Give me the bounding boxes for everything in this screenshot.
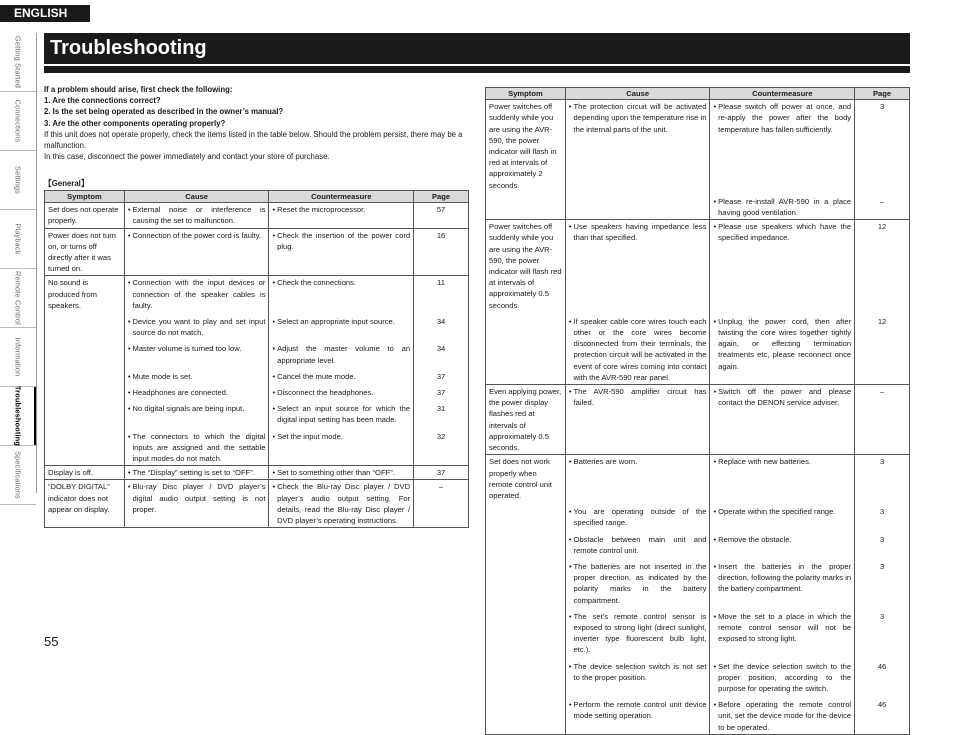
- intro-check: 3. Are the other components operating properly?: [44, 118, 226, 128]
- page-cell: [855, 100, 910, 192]
- page-cell-text: 32: [436, 431, 446, 441]
- cause-cell: [565, 220, 710, 312]
- page-title: Troubleshooting: [50, 37, 207, 59]
- cause-cell-text: • Connection with the input devices or connection of the speaker cables is faulty.: [132, 278, 266, 310]
- page-cell-text: 31: [436, 404, 446, 414]
- side-tab-connections[interactable]: [0, 92, 36, 151]
- table-row: [45, 383, 469, 399]
- side-tab-label: Getting Started: [13, 35, 23, 89]
- countermeasure-cell-text: • Move the set to a place in which the remote control sensor will not be exposed to strong light.: [718, 611, 852, 644]
- symptom-cell: [45, 399, 125, 426]
- symptom-cell: [45, 383, 125, 399]
- symptom-cell-text: No sound is produced from speakers.: [48, 278, 97, 310]
- countermeasure-cell: [269, 399, 414, 426]
- countermeasure-cell: [710, 557, 855, 607]
- table-row: [45, 312, 469, 339]
- countermeasure-cell: [269, 427, 414, 466]
- side-tab-remote-control[interactable]: [0, 269, 36, 328]
- symptom-cell: [45, 228, 125, 276]
- countermeasure-cell-text: • Disconnect the headphones.: [277, 388, 374, 398]
- table-row: [486, 385, 910, 455]
- troubleshooting-table-right: [485, 87, 910, 735]
- cause-cell-text: • Connection of the power cord is faulty.: [132, 230, 262, 240]
- countermeasure-cell-text: • Please re-install AVR-590 in a place having good ventilation.: [718, 196, 852, 218]
- cause-cell: [124, 312, 269, 339]
- table-row: [486, 657, 910, 696]
- side-tab-playback[interactable]: [0, 210, 36, 269]
- page-cell-text: 12: [877, 316, 887, 326]
- cause-cell: [124, 203, 269, 228]
- cause-cell: [124, 399, 269, 426]
- countermeasure-cell: [710, 220, 855, 312]
- symptom-cell: [45, 427, 125, 466]
- page-cell: [414, 276, 469, 312]
- cause-cell: [565, 100, 710, 192]
- page-cell: [414, 383, 469, 399]
- page-cell-text: –: [879, 387, 885, 397]
- countermeasure-cell: [269, 339, 414, 366]
- page-cell-text: 12: [877, 222, 887, 232]
- cause-cell: [565, 607, 710, 657]
- header-symptom: Symptom: [45, 191, 125, 203]
- countermeasure-cell-text: • Select an input source for which the digital input setting has been made.: [277, 404, 411, 425]
- table-row: [486, 455, 910, 502]
- page-cell: [414, 312, 469, 339]
- title-bar: [44, 33, 910, 64]
- cause-cell: [565, 530, 710, 557]
- intro-block: [44, 84, 470, 162]
- symptom-cell-text: Set does not work properly when remote control unit operated.: [489, 457, 552, 500]
- page-cell: [414, 427, 469, 466]
- countermeasure-cell: [710, 695, 855, 734]
- table-header-row: [486, 88, 910, 100]
- countermeasure-cell: [710, 100, 855, 192]
- symptom-cell: [486, 530, 566, 557]
- cause-cell-text: • The batteries are not inserted in the proper direction, as indicated by the polarity marks in the battery compartment.: [573, 561, 707, 605]
- page-cell-text: 3: [879, 561, 885, 571]
- side-tab-label: Connections: [13, 99, 23, 143]
- title-underline: [44, 66, 910, 73]
- header-countermeasure: Countermeasure: [710, 88, 855, 100]
- page-cell-text: 46: [877, 700, 887, 710]
- countermeasure-cell-text: • Please switch off power at once, and re-apply the power after the body temperature has fallen sufficiently.: [718, 102, 852, 134]
- cause-cell: [124, 276, 269, 312]
- header-cause: Cause: [124, 191, 269, 203]
- table-row: [486, 695, 910, 734]
- cause-cell-text: • No digital signals are being input.: [132, 404, 245, 414]
- page-cell-text: 16: [436, 230, 446, 240]
- cause-cell-text: • The set’s remote control sensor is exposed to strong light (direct sunlight, inverter type fluorescent bulb light, etc.).: [573, 611, 707, 655]
- page-cell: [414, 466, 469, 480]
- page-cell: [855, 502, 910, 529]
- side-tab-label: Settings: [13, 166, 23, 194]
- countermeasure-cell-text: • Check the Blu-ray Disc player / DVD player’s audio output setting. For details, read the Blu-ray Disc player / DVD player’s operating instructions.: [277, 482, 411, 526]
- countermeasure-cell: [269, 383, 414, 399]
- cause-cell-text: • Perform the remote control unit device mode setting operation.: [573, 700, 707, 721]
- page-cell-text: 37: [436, 371, 446, 381]
- symptom-cell-text: Even applying power, the power display flashes red at intervals of approximately 0.5 seconds.: [489, 387, 562, 453]
- cause-cell: [124, 383, 269, 399]
- countermeasure-cell: [710, 502, 855, 529]
- countermeasure-cell-text: • Set to something other than “OFF”.: [277, 468, 395, 478]
- intro-check: 2. Is the set being operated as described in the owner’s manual?: [44, 107, 284, 117]
- page-cell-text: 3: [879, 457, 885, 467]
- countermeasure-cell-text: • Please use speakers which have the specified impedance.: [718, 222, 852, 243]
- language-label: ENGLISH: [0, 5, 90, 22]
- header-symptom: Symptom: [486, 88, 566, 100]
- table-row: [486, 530, 910, 557]
- symptom-cell: [486, 455, 566, 502]
- cause-cell: [124, 228, 269, 276]
- countermeasure-cell: [269, 480, 414, 528]
- symptom-cell-text: Power switches off suddenly while you are using the AVR-590, the power indicator will flash in red at intervals of approximately 2 seconds.: [489, 102, 557, 190]
- page-cell: [414, 480, 469, 528]
- symptom-cell: [45, 276, 125, 312]
- countermeasure-cell-text: • Cancel the mute mode.: [277, 371, 356, 381]
- page-cell: [855, 695, 910, 734]
- intro-lead: If a problem should arise, first check the following:: [44, 85, 233, 94]
- side-tab-label: Remote Control: [13, 271, 23, 325]
- cause-cell: [565, 455, 710, 502]
- page-cell-text: –: [879, 196, 885, 206]
- cause-cell-text: • Batteries are worn.: [573, 457, 638, 467]
- side-divider: [36, 33, 37, 493]
- table-row: [45, 427, 469, 466]
- countermeasure-cell: [269, 203, 414, 228]
- table-row: [45, 367, 469, 383]
- symptom-cell: [486, 220, 566, 312]
- table-row: [486, 502, 910, 529]
- cause-cell-text: • You are operating outside of the specified range.: [573, 507, 707, 528]
- cause-cell-text: • Master volume is turned too low.: [132, 344, 242, 354]
- countermeasure-cell: [710, 312, 855, 385]
- symptom-cell: [486, 695, 566, 734]
- side-tab-label: Troubleshooting: [13, 385, 23, 447]
- table-row: [486, 312, 910, 385]
- countermeasure-cell: [710, 530, 855, 557]
- cause-cell-text: • The “Display” setting is set to “OFF”.: [132, 468, 255, 478]
- table-row: [45, 276, 469, 312]
- page-cell-text: 3: [879, 102, 885, 112]
- symptom-cell-text: Power switches off suddenly while you are using the AVR-590, the power indicator will flash red at intervals of approximately 0.5 seconds.: [489, 222, 562, 310]
- symptom-cell: [45, 203, 125, 228]
- countermeasure-cell: [269, 367, 414, 383]
- page-cell-text: 11: [437, 278, 445, 288]
- header-countermeasure: Countermeasure: [269, 191, 414, 203]
- header-page: Page: [414, 191, 469, 203]
- cause-cell: [124, 339, 269, 366]
- page-cell-text: 57: [436, 205, 446, 215]
- page-cell: [414, 203, 469, 228]
- header-cause: Cause: [565, 88, 710, 100]
- symptom-cell: [486, 100, 566, 192]
- symptom-cell: [486, 607, 566, 657]
- page-cell-text: 34: [436, 344, 446, 354]
- side-tab-getting-started[interactable]: [0, 33, 36, 92]
- countermeasure-cell-text: • Select an appropriate input source.: [277, 317, 395, 327]
- countermeasure-cell: [269, 228, 414, 276]
- countermeasure-cell-text: • Reset the microprocessor.: [277, 205, 366, 215]
- side-tab-information[interactable]: [0, 328, 36, 387]
- countermeasure-cell: [710, 607, 855, 657]
- countermeasure-cell: [710, 385, 855, 455]
- page-cell-text: 34: [436, 317, 446, 327]
- symptom-cell-text: Power does not turn on, or turns off directly after it was turned on.: [48, 230, 116, 274]
- cause-cell-text: • The protection circuit will be activated depending upon the temperature rise in the internal parts of the unit.: [573, 102, 707, 134]
- countermeasure-cell-text: • Operate within the specified range.: [718, 507, 836, 517]
- countermeasure-cell: [269, 276, 414, 312]
- table-row: [486, 557, 910, 607]
- cause-cell-text: • The device selection switch is not set to the proper position.: [573, 661, 707, 682]
- cause-cell: [124, 466, 269, 480]
- countermeasure-cell: [269, 312, 414, 339]
- table-row: [486, 192, 910, 220]
- troubleshooting-table-left: [44, 190, 469, 528]
- cause-cell: [565, 502, 710, 529]
- cause-cell-text: • Use speakers having impedance less than that specified.: [573, 222, 707, 243]
- page-cell-text: 37: [436, 388, 446, 398]
- countermeasure-cell-text: • Check the connections.: [277, 278, 357, 288]
- cause-cell-text: • Obstacle between main unit and remote control unit.: [573, 534, 707, 555]
- countermeasure-cell-text: • Check the insertion of the power cord plug.: [277, 230, 411, 251]
- table-header-row: [45, 191, 469, 203]
- symptom-cell: [45, 367, 125, 383]
- page-cell: [855, 557, 910, 607]
- countermeasure-cell-text: • Insert the batteries in the proper direction, following the polarity marks in the battery compartment.: [718, 561, 852, 594]
- countermeasure-cell-text: • Remove the obstacle.: [718, 534, 792, 544]
- cause-cell: [565, 312, 710, 385]
- page-cell: [855, 607, 910, 657]
- cause-cell-text: • Headphones are connected.: [132, 388, 228, 398]
- page-cell-text: –: [438, 482, 444, 492]
- page-cell: [414, 367, 469, 383]
- cause-cell: [124, 427, 269, 466]
- page-cell-text: 3: [879, 611, 885, 621]
- table-row: [45, 480, 469, 528]
- cause-cell-text: • Blu-ray Disc player / DVD player’s digital audio output setting is not proper.: [132, 482, 266, 514]
- symptom-cell-text: Set does not operate properly.: [48, 205, 119, 226]
- table-row: [45, 466, 469, 480]
- countermeasure-cell: [710, 657, 855, 696]
- table-row: [486, 220, 910, 312]
- cause-cell-text: • The AVR-590 amplifier circuit has failed.: [573, 387, 707, 408]
- cause-cell-text: • Mute mode is set.: [132, 371, 193, 381]
- countermeasure-cell-text: • Unplug the power cord, then after twisting the core wires together tightly again, or effecting termination treatments etc, please reconnect once again.: [718, 316, 852, 371]
- table-row: [486, 607, 910, 657]
- page-cell: [855, 220, 910, 312]
- side-tab-label: Information: [13, 337, 23, 377]
- page-cell-text: 3: [879, 534, 885, 544]
- page-cell-text: 3: [879, 507, 885, 517]
- countermeasure-cell: [710, 455, 855, 502]
- symptom-cell-text: “DOLBY DIGITAL” indicator does not appear on display.: [48, 482, 110, 514]
- countermeasure-cell: [710, 192, 855, 220]
- table-row: [45, 228, 469, 276]
- symptom-cell: [45, 339, 125, 366]
- symptom-cell-text: Display is off.: [48, 468, 94, 478]
- cause-cell: [565, 192, 710, 220]
- cause-cell: [565, 385, 710, 455]
- page-number: 55: [44, 634, 59, 649]
- countermeasure-cell-text: • Replace with new batteries.: [718, 457, 812, 467]
- page-cell: [855, 455, 910, 502]
- countermeasure-cell-text: • Adjust the master volume to an appropriate level.: [277, 344, 411, 365]
- table-row: [45, 339, 469, 366]
- page-cell: [855, 192, 910, 220]
- side-tab-troubleshooting[interactable]: [0, 387, 36, 446]
- page-cell-text: 46: [877, 661, 887, 671]
- page-cell: [855, 385, 910, 455]
- table-row: [45, 399, 469, 426]
- cause-cell: [565, 557, 710, 607]
- countermeasure-cell-text: • Set the device selection switch to the proper position, according to the purpose for operating the switch.: [718, 661, 852, 693]
- intro-check: 1. Are the connections correct?: [44, 96, 161, 106]
- cause-cell: [565, 657, 710, 696]
- cause-cell-text: • External noise or interference is causing the set to malfunction.: [132, 205, 266, 226]
- symptom-cell: [45, 466, 125, 480]
- side-tab-settings[interactable]: [0, 151, 36, 210]
- symptom-cell: [45, 312, 125, 339]
- section-label: 【General】: [44, 179, 89, 188]
- countermeasure-cell-text: • Switch off the power and please contact the DENON service adviser.: [718, 387, 852, 408]
- page-cell: [855, 312, 910, 385]
- cause-cell: [124, 480, 269, 528]
- header-page: Page: [855, 88, 910, 100]
- symptom-cell: [486, 385, 566, 455]
- countermeasure-cell-text: • Set the input mode.: [277, 431, 343, 441]
- side-tab-label: Specifications: [13, 451, 23, 499]
- page-cell: [414, 228, 469, 276]
- page-cell-text: 37: [436, 468, 446, 478]
- symptom-cell: [486, 192, 566, 220]
- cause-cell: [124, 367, 269, 383]
- symptom-cell: [486, 502, 566, 529]
- page-cell: [855, 657, 910, 696]
- intro-paragraph: In this case, disconnect the power immediately and contact your store of purchase.: [44, 152, 330, 162]
- symptom-cell: [486, 557, 566, 607]
- intro-paragraph: If this unit does not operate properly, check the items listed in the table below. Should the problem persist, there may be a malfunction.: [44, 129, 463, 151]
- countermeasure-cell: [269, 466, 414, 480]
- page-cell: [414, 339, 469, 366]
- cause-cell-text: • The connectors to which the digital inputs are assigned and the settable input modes do not match.: [132, 431, 266, 464]
- side-tab-specifications[interactable]: [0, 446, 36, 505]
- table-row: [45, 203, 469, 228]
- cause-cell: [565, 695, 710, 734]
- table-row: [486, 100, 910, 192]
- page-cell: [855, 530, 910, 557]
- countermeasure-cell-text: • Before operating the remote control unit, set the device mode for the device to be operated.: [718, 700, 852, 732]
- symptom-cell: [486, 657, 566, 696]
- cause-cell-text: • If speaker cable core wires touch each other or the core wires become disconnected from their terminals, the protection circuit will be activated in the event of core wires coming into contact with the AVR-590 rear panel.: [573, 316, 707, 382]
- side-navigation: [0, 33, 36, 505]
- side-tab-label: Playback: [13, 223, 23, 255]
- cause-cell-text: • Device you want to play and set input source do not match.: [132, 317, 266, 338]
- symptom-cell: [486, 312, 566, 385]
- symptom-cell: [45, 480, 125, 528]
- page-cell: [414, 399, 469, 426]
